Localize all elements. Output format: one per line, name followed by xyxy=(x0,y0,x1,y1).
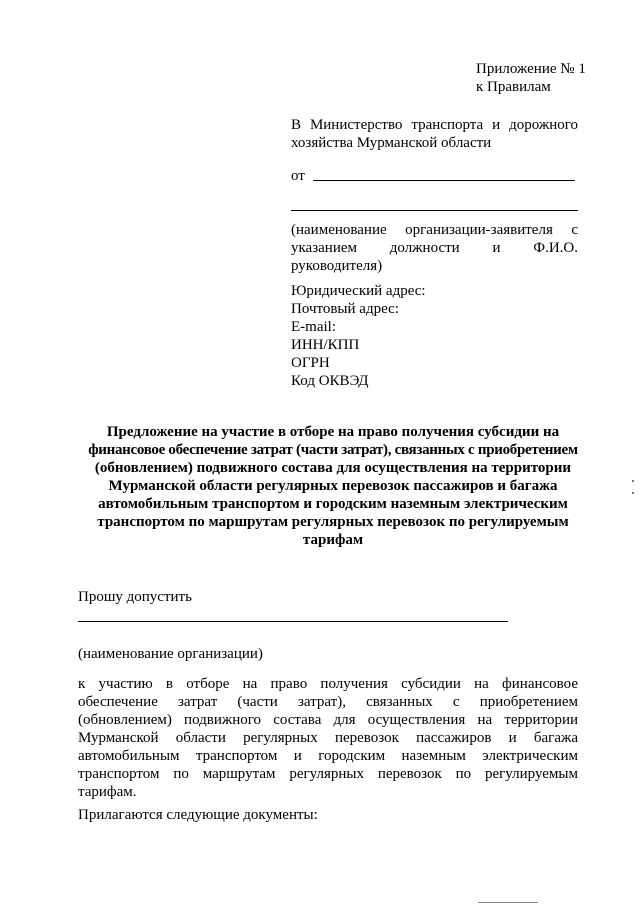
request-label: Прошу допустить xyxy=(78,589,192,605)
inn-kpp-label: ИНН/КПП xyxy=(291,337,360,353)
body-line: тарифам. xyxy=(78,784,137,800)
from-underline xyxy=(313,180,575,181)
email-label: E-mail: xyxy=(291,319,336,335)
title-line: транспортом по маршрутам регулярных перевозок по регулируемым xyxy=(97,514,569,530)
addressee-block xyxy=(291,116,578,152)
document-title xyxy=(88,423,578,549)
request-body xyxy=(78,675,578,801)
body-line: автомобильным транспортом и городским наземным электрическим xyxy=(78,748,578,764)
body-line: Мурманской области регулярных перевозок пассажиров и багажа xyxy=(78,730,578,746)
title-line: финансовое обеспечение затрат (части затрат), связанных с приобретением xyxy=(88,442,578,458)
org-caption-line: указанием должности и Ф.И.О. xyxy=(291,240,578,256)
body-line: (обновлением) подвижного состава для осуществления на территории xyxy=(78,712,578,728)
okved-label: Код ОКВЭД xyxy=(291,373,369,389)
title-line: автомобильным транспортом и городским наземным электрическим xyxy=(98,496,568,512)
request-org-caption: (наименование организации) xyxy=(78,646,263,662)
title-line: Предложение на участие в отборе на право получения субсидии на xyxy=(106,424,560,440)
body-line: транспортом по маршрутам регулярных перевозок по регулируемым xyxy=(78,766,578,782)
org-caption-line: (наименование организации-заявителя с xyxy=(291,222,578,238)
scan-mark xyxy=(632,480,634,482)
title-line: (обновлением) подвижного состава для осуществления на территории xyxy=(94,460,572,476)
org-name-underline xyxy=(291,210,578,211)
scan-edge-line xyxy=(478,902,538,903)
title-line: Мурманской области регулярных перевозок пассажиров и багажа xyxy=(108,478,558,494)
annex-reference: к Правилам xyxy=(476,79,551,95)
org-caption xyxy=(291,221,578,275)
attachments-label: Прилагаются следующие документы: xyxy=(78,807,318,823)
request-org-underline xyxy=(78,621,508,622)
annex-header xyxy=(476,60,586,96)
org-caption-line: руководителя) xyxy=(291,258,383,274)
body-line: к участию в отборе на право получения субсидии на финансовое xyxy=(78,676,578,692)
ogrn-label: ОГРН xyxy=(291,355,330,371)
title-line: тарифам xyxy=(302,532,364,548)
addressee-line: В Министерство транспорта и дорожного xyxy=(291,117,578,133)
requisites-list xyxy=(291,282,426,390)
from-label: от xyxy=(291,168,305,184)
body-line: обеспечение затрат (части затрат), связанных с приобретением xyxy=(78,694,578,710)
addressee-line: хозяйства Мурманской области xyxy=(291,135,492,151)
postal-address-label: Почтовый адрес: xyxy=(291,301,399,317)
legal-address-label: Юридический адрес: xyxy=(291,283,426,299)
scan-mark xyxy=(632,492,634,494)
annex-number: Приложение № 1 xyxy=(476,61,586,77)
